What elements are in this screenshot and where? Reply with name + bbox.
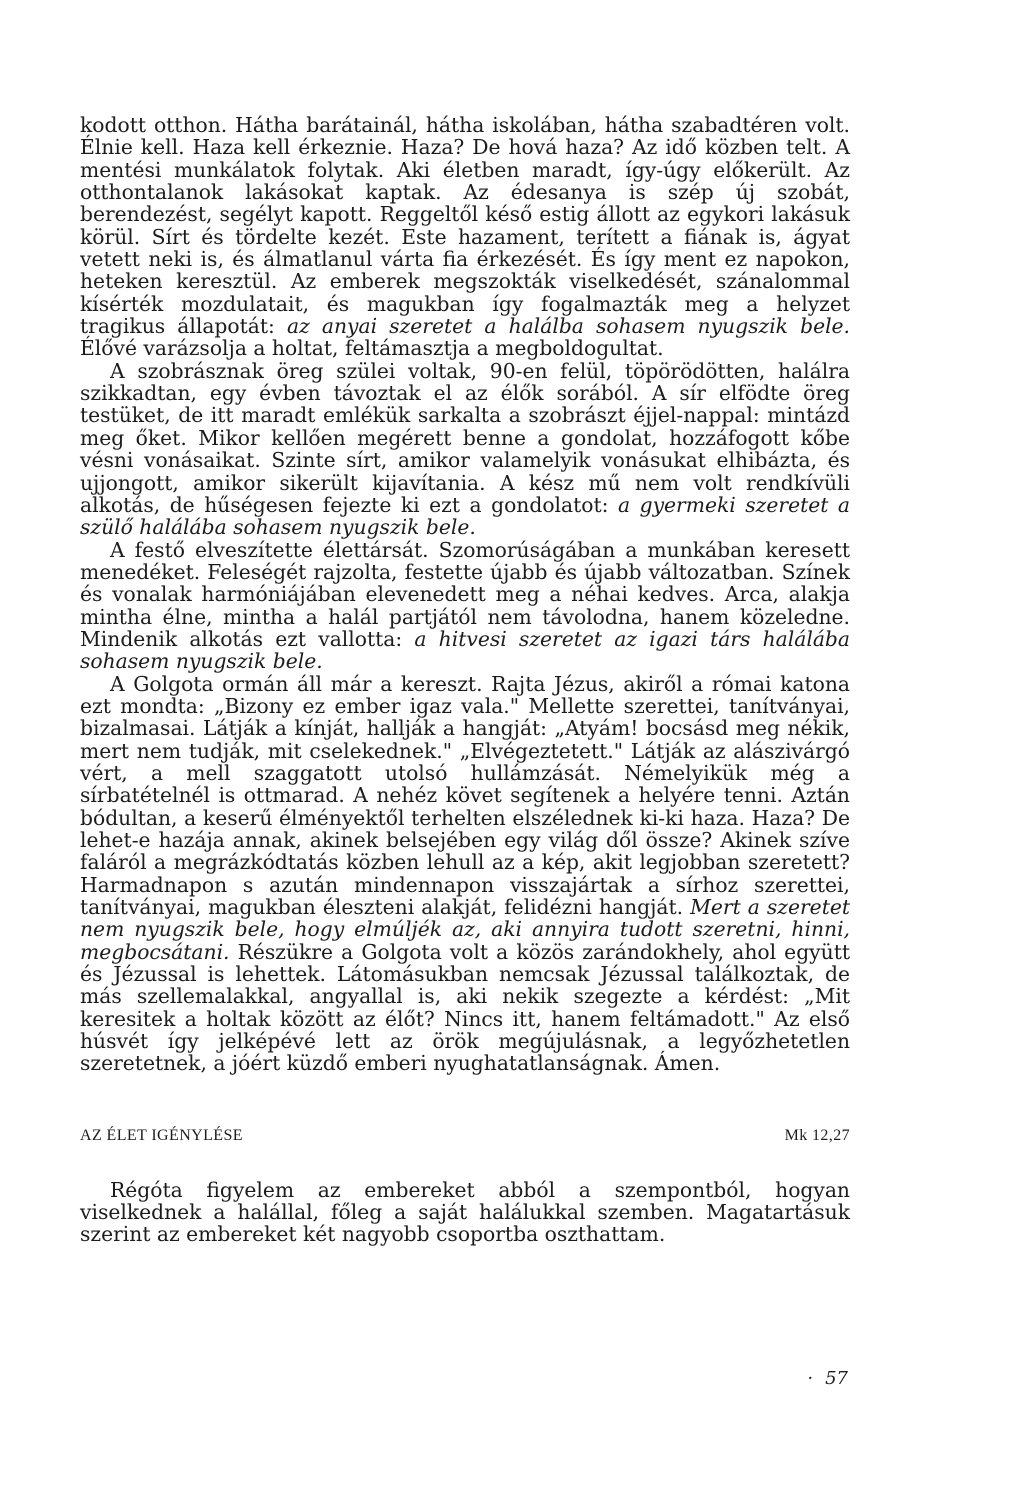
paragraph-4: [80, 673, 850, 1075]
text-run: kodott otthon. Hátha barátainál, hátha iskolában, hátha szabadtéren volt. Élnie kell. Haza kell érkeznie. Haza? De hová haza? Az idő közben telt. A mentési munkálatok folytak. Aki életben maradt, így-úgy előkerült. Az otthontalanok lakásokat kaptak. Az édesanya is szép új szobát, berendezést, segélyt kapott. Reggeltől késő estig állott az egykori lakásuk körül. Sírt és tördelte kezét. Este hazament, terített a fiának is, ágyat vetett neki is, és álmatlanul várta fia érkezését. És így ment ez napokon, heteken keresztül. Az emberek megszokták viselkedését, szánalommal kísérték mozdulatait, és magukban így fogalmazták meg a helyzet tragikus állapotát:: [80, 113, 850, 339]
text-run: Részükre a Golgota volt a közös zarándokhely, ahol együtt és Jézussal is lehettek. Látomásukban nemcsak Jézussal találkoztak, de más szellemalakkal, angyallal is, aki nekik szegezte a kérdést: „Mit keresitek a holtak között az élőt? Nincs itt, hanem feltámadott." Az első húsvét így jelképévé lett az örök megújulásnak, a legyőzhetetlen szeretetnek, a jóért küzdő emberi nyughatatlanságnak. Ámen.: [80, 939, 850, 1076]
page-content: [80, 114, 850, 1246]
text-run: A festő elveszítette élettársát. Szomorúságában a munkában keresett menedéket. Feleségét rajzolta, festette újabb és újabb változatban. Színek és vonalak harmóniájában elevenedett meg a néhai kedves. Arca, alakja mintha élne, mintha a halál partjától nem távolodna, hanem közeledne. Mindenik alkotás ezt vallotta:: [80, 537, 850, 651]
section-paragraph: Régóta figyelem az embereket abból a szempontból, hogyan viselkednek a halállal, főleg a saját halálukkal szemben. Magatartásuk szerint az embereket két nagyobb csoportba oszthattam.: [80, 1177, 850, 1247]
italic-text-run: az anyai szeretet a halálba sohasem nyugszik bele.: [286, 314, 851, 339]
body-text: [80, 114, 850, 1075]
paragraph-2: [80, 360, 850, 539]
section-heading: AZ ÉLET IGÉNYLÉSE: [80, 1126, 243, 1144]
page-number-value: 57: [825, 1368, 848, 1389]
paragraph-3: [80, 539, 850, 673]
text-run: Élővé varázsolja a holtat, feltámasztja a megboldogultat.: [80, 336, 664, 361]
paragraph-1: [80, 114, 850, 360]
italic-text-run: Mert a szeretet nem nyugszik bele, hogy elmúljék az, aki annyira tudott szeretni, hinni, megbocsátani.: [80, 895, 850, 964]
text-run: A szobrásznak öreg szülei voltak, 90-en felül, töpörödötten, halálra szikkadtan, egy évben távoztak el az élők sorából. A sír elfödte öreg testüket, de itt maradt emlékük sarkalta a szobrászt éjjel-nappal: mintázd meg őket. Mikor kellően megérett benne a gondolat, hozzáfogott kőbe vésni vonásaikat. Szinte sírt, amikor valamelyik vonásukat elhibázta, és ujjongott, amikor sikerült kijavítania. A kész mű nem volt rendkívüli alkotás, de hűségesen fejezte ki ezt a gondolatot:: [80, 358, 850, 517]
text-run: A Golgota ormán áll már a kereszt. Rajta Jézus, akiről a római katona ezt mondta: „Bizony ez ember igaz vala." Mellette szerettei, tanítványai, bizalmasai. Látják a kínját, hallják a hangját: „Atyám! bocsásd meg nékik, mert nem tudják, mit cselekednek." „Elvégeztetett." Látják az alászivárgó vért, a mell szaggatott utolsó hullámzását. Némelyikük még a sírbatételnél is ottmarad. A nehéz követ segítenek a helyére tenni. Aztán bódultan, a keserű élményektől terhelten elszélednek ki-ki haza. Haza? De lehet-e hazája annak, akinek belsejében egy világ dől össze? Akinek szíve faláról a megrázkódtatás közben lehull az a kép, akit legjobban szeretett? Harmadnapon s azután mindennapon visszajártak a sírhoz szerettei, tanítványai, magukban éleszteni alakját, felidézni hangját.: [80, 671, 850, 920]
italic-text-run: a hitvesi szeretet az igazi társ halálába sohasem nyugszik bele.: [80, 626, 850, 674]
section-header: [80, 1127, 850, 1145]
page-number: [796, 1368, 848, 1389]
section-body: [80, 1179, 850, 1246]
italic-text-run: a gyermeki szeretet a szülő halálába sohasem nyugszik bele.: [80, 492, 850, 540]
scripture-reference: Mk 12,27: [784, 1126, 850, 1144]
page-number-dot: ·: [807, 1368, 814, 1389]
